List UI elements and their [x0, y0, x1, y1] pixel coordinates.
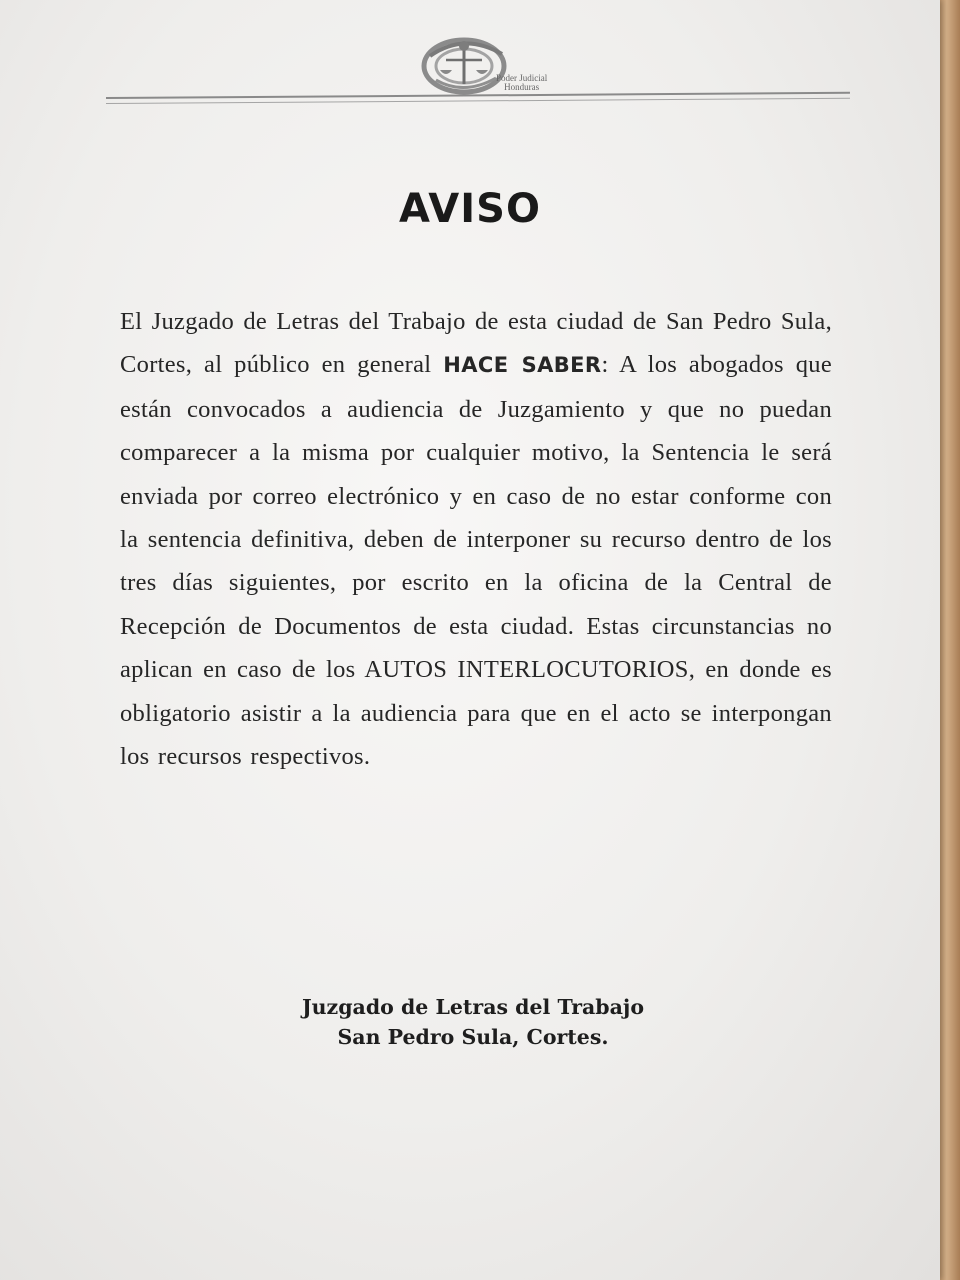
- signature-block: [0, 992, 946, 1052]
- notice-body: [120, 300, 832, 778]
- logo-line-2: Honduras: [504, 82, 540, 92]
- logo-line-1: Poder Judicial: [496, 73, 548, 83]
- background-edge: [938, 0, 960, 1280]
- page-title: AVISO: [399, 186, 541, 232]
- notice-body-emphasis: HACE SABER: [443, 353, 602, 378]
- signature-line-1: Juzgado de Letras del Trabajo: [301, 995, 645, 1019]
- notice-body-part-2: : A los abogados que están convocados a audiencia de Juzgamiento y que no puedan comparecer a la misma por cualquier motivo, la Sentencia le será enviada por correo electrónico y en caso de no estar conforme con la sentencia definitiva, deben de interponer su recurso dentro de los tres días siguientes, por escrito en la oficina de la Central de Recepción de Documentos de esta ciudad. Estas circunstancias no aplican en caso de los AUTOS INTERLOCUTORIOS, en donde es obligatorio asistir a la audiencia para que en el acto se interpongan los recursos respectivos.: [120, 351, 832, 771]
- signature-line-2: San Pedro Sula, Cortes.: [337, 1025, 609, 1049]
- notice-body-part-1: El Juzgado de Letras del Trabajo de esta ciudad de San Pedro Sula, Cortes, al público en general: [120, 308, 832, 379]
- logo-caption: [496, 74, 547, 92]
- scales-of-justice-icon: [416, 30, 516, 104]
